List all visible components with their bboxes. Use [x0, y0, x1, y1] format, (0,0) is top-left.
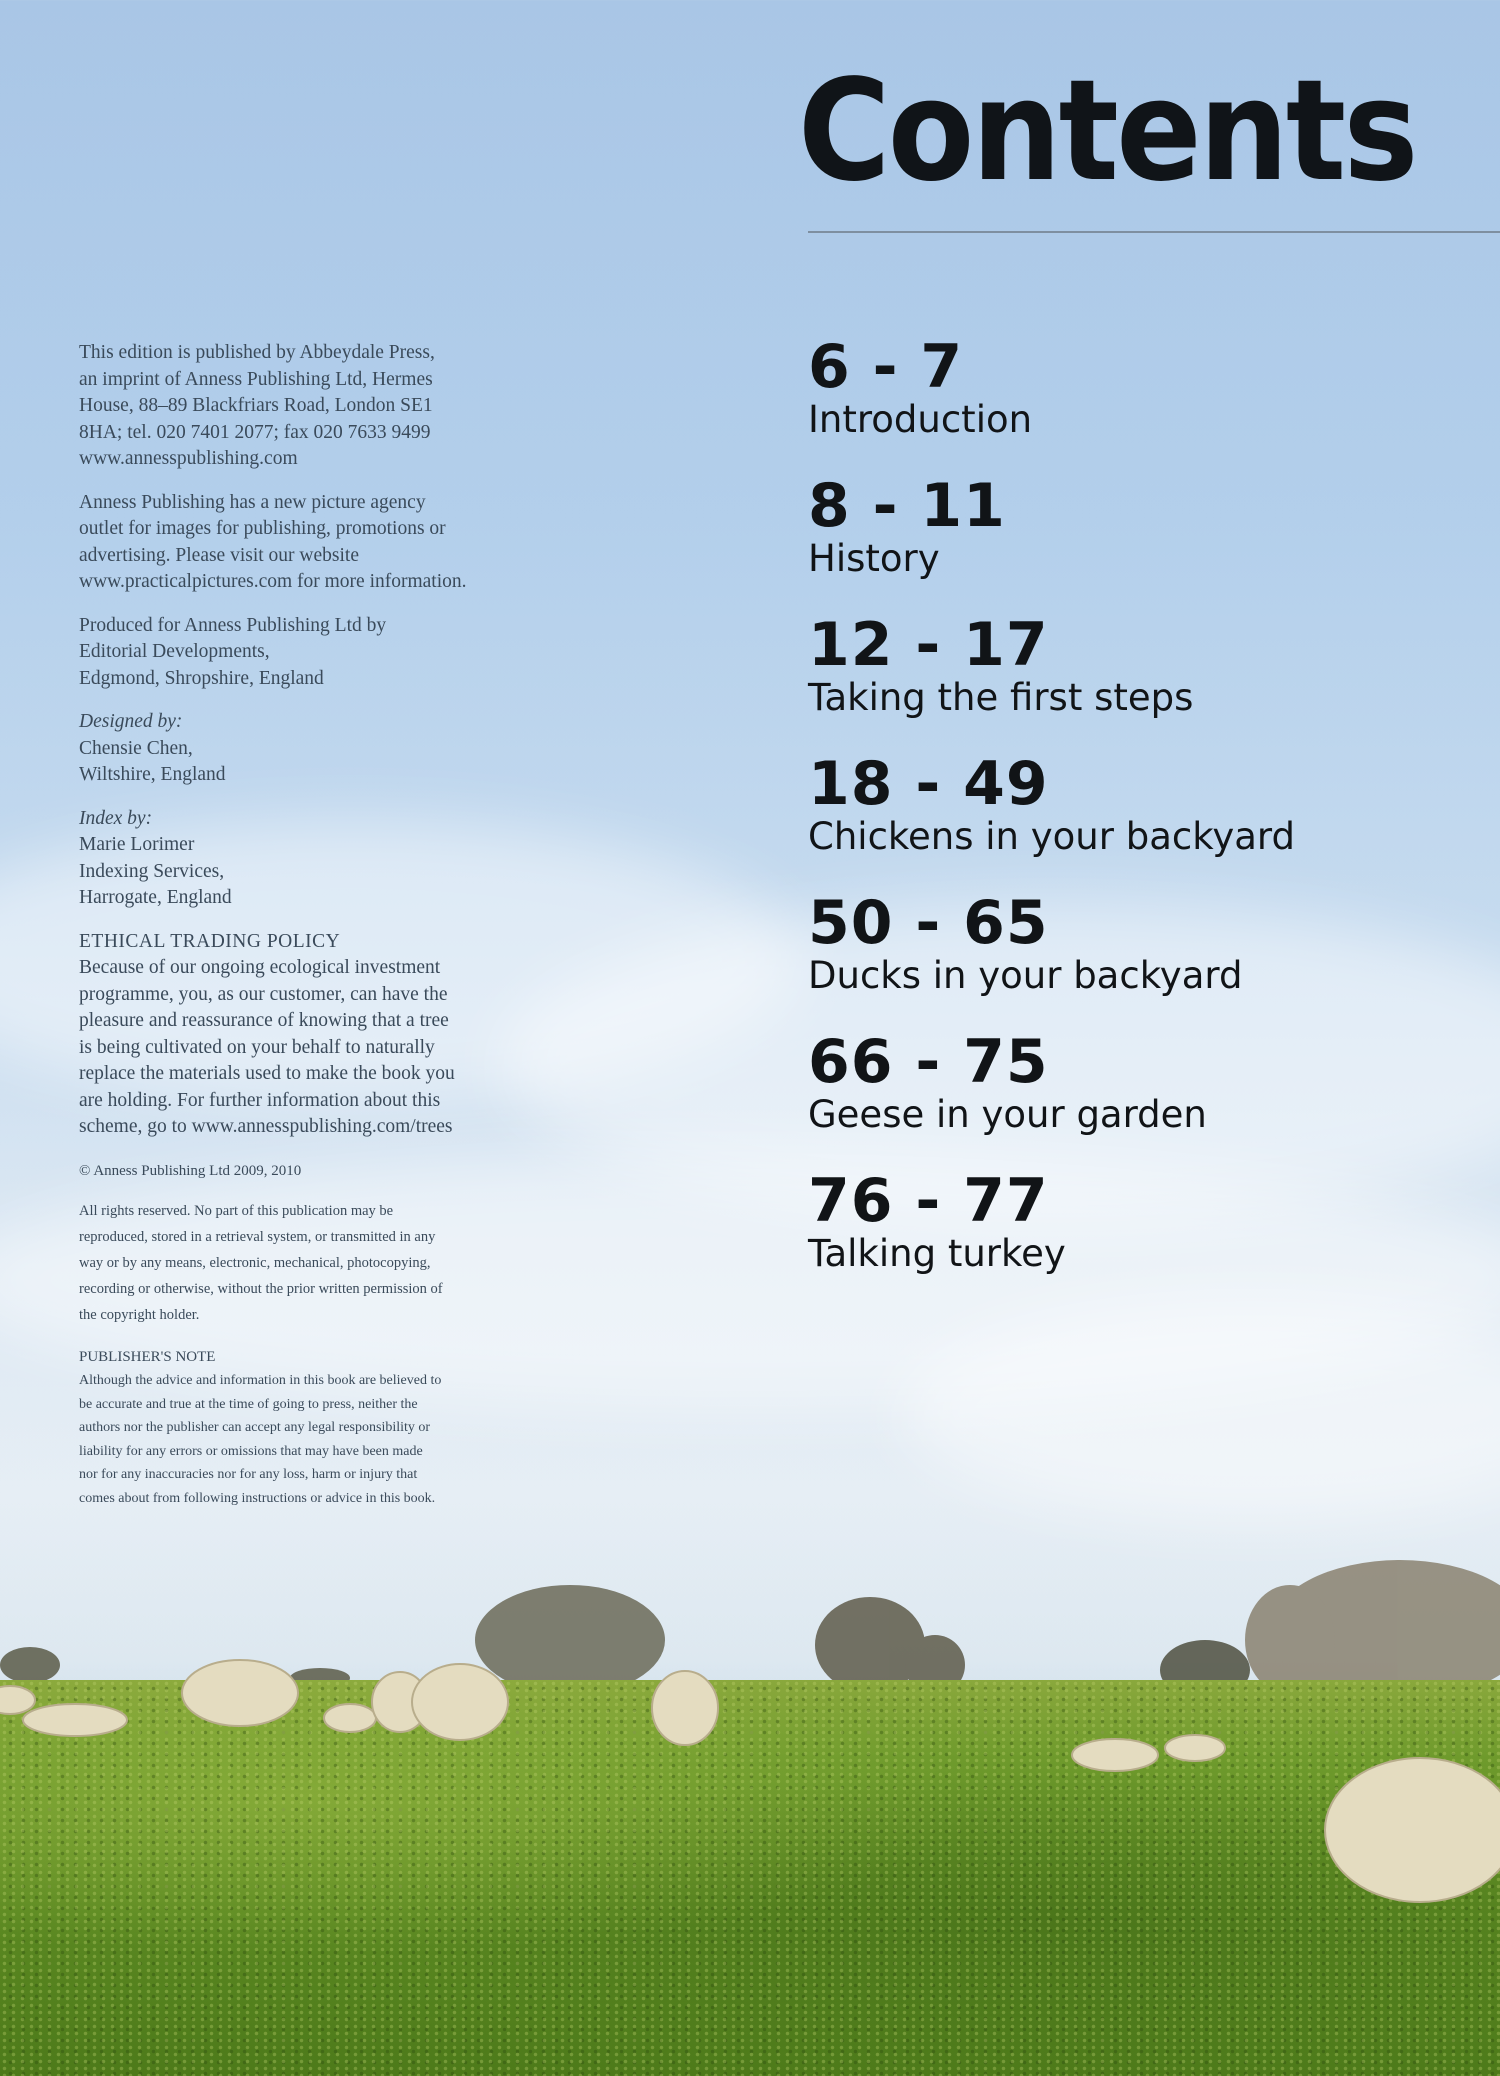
- agency-line: advertising. Please visit our website: [79, 544, 359, 566]
- produced-line: Produced for Anness Publishing Ltd by: [79, 614, 387, 636]
- copyright-notice: © Anness Publishing Ltd 2009, 2010: [79, 1162, 302, 1179]
- toc-entry-geese[interactable]: [808, 1027, 1498, 1169]
- toc-page-range: 50 - 65: [808, 888, 1049, 958]
- toc-page-range: 66 - 75: [808, 1027, 1049, 1097]
- toc-page-range: 18 - 49: [808, 749, 1049, 819]
- toc-page-range: 12 - 17: [808, 610, 1049, 680]
- publisher-line: an imprint of Anness Publishing Ltd, Hermes: [79, 368, 433, 390]
- publisher-line: House, 88–89 Blackfriars Road, London SE1: [79, 395, 433, 416]
- designed-by: [79, 709, 559, 789]
- ethical-line: replace the materials used to make the book you: [79, 1063, 455, 1084]
- index-line: Marie Lorimer: [79, 834, 195, 855]
- note-line: authors nor the publisher can accept any legal responsibility or: [79, 1420, 431, 1435]
- picture-agency-info: [79, 490, 559, 596]
- rights-line: way or by any means, electronic, mechanical, photocopying,: [79, 1255, 431, 1271]
- toc-page-range: 8 - 11: [808, 471, 1006, 541]
- rights-line: reproduced, stored in a retrieval system, or transmitted in any: [79, 1229, 436, 1245]
- note-line: be accurate and true at the time of going to press, neither the: [79, 1396, 418, 1412]
- agency-line: outlet for images for publishing, promotions or: [79, 518, 446, 539]
- publisher-url: www.annesspublishing.com: [79, 448, 298, 469]
- toc-entry-history[interactable]: [808, 471, 1498, 613]
- index-line: Harrogate, England: [79, 887, 232, 908]
- note-line: nor for any inaccuracies nor for any loss, harm or injury that: [79, 1467, 418, 1482]
- ethical-heading: ETHICAL TRADING POLICY: [79, 930, 341, 952]
- toc-chapter-title: Geese in your garden: [808, 1093, 1207, 1136]
- page-title: Contents: [798, 50, 1416, 213]
- index-line: Indexing Services,: [79, 860, 225, 882]
- toc-chapter-title: Taking the first steps: [808, 676, 1194, 719]
- note-line: comes about from following instructions or advice in this book.: [79, 1490, 436, 1506]
- toc-entry-introduction[interactable]: [808, 332, 1498, 474]
- agency-line: Anness Publishing has a new picture agency: [79, 491, 426, 513]
- ethical-line: programme, you, as our customer, can have the: [79, 983, 448, 1005]
- rights-notice: [79, 1198, 559, 1328]
- designed-heading: Designed by:: [79, 711, 183, 732]
- toc-entry-ducks[interactable]: [808, 888, 1498, 1030]
- ethical-line: are holding. For further information about this: [79, 1089, 441, 1111]
- agency-line: www.practicalpictures.com for more information.: [79, 571, 467, 592]
- toc-chapter-title: History: [808, 537, 940, 580]
- publisher-info: [79, 340, 559, 473]
- imprint-column: [79, 340, 559, 1527]
- sheep-flock: [0, 1640, 1500, 1920]
- publishers-note: [79, 1345, 559, 1510]
- ethical-line: is being cultivated on your behalf to naturally: [79, 1036, 435, 1058]
- toc-chapter-title: Introduction: [808, 398, 1033, 441]
- index-by: [79, 806, 559, 912]
- title-divider: [808, 231, 1500, 233]
- toc-chapter-title: Talking turkey: [808, 1232, 1066, 1275]
- toc-chapter-title: Ducks in your backyard: [808, 954, 1243, 997]
- toc-entry-chickens[interactable]: [808, 749, 1498, 891]
- rights-line: All rights reserved. No part of this publication may be: [79, 1203, 394, 1219]
- designed-line: Chensie Chen,: [79, 737, 193, 759]
- produced-line: Editorial Developments,: [79, 641, 270, 662]
- designed-line: Wiltshire, England: [79, 764, 226, 785]
- toc-page-range: 76 - 77: [808, 1166, 1049, 1236]
- publisher-line: 8HA; tel. 020 7401 2077; fax 020 7633 9499: [79, 421, 431, 443]
- ethical-line: pleasure and reassurance of knowing that a tree: [79, 1010, 449, 1031]
- ethical-line: scheme, go to www.annesspublishing.com/trees: [79, 1116, 453, 1137]
- note-line: Although the advice and information in this book are believed to: [79, 1373, 442, 1388]
- note-line: liability for any errors or omissions that may have been made: [79, 1443, 423, 1459]
- note-heading: PUBLISHER'S NOTE: [79, 1349, 216, 1365]
- produced-line: Edgmond, Shropshire, England: [79, 667, 324, 689]
- index-heading: Index by:: [79, 807, 153, 829]
- toc-entry-first-steps[interactable]: [808, 610, 1498, 752]
- rights-line: the copyright holder.: [79, 1307, 200, 1323]
- toc-chapter-title: Chickens in your backyard: [808, 815, 1295, 858]
- ethical-trading-policy: [79, 929, 559, 1141]
- produced-by: [79, 613, 559, 693]
- publisher-line: This edition is published by Abbeydale Press,: [79, 342, 435, 363]
- table-of-contents: [808, 332, 1498, 1308]
- rights-line: recording or otherwise, without the prior written permission of: [79, 1281, 443, 1297]
- ethical-line: Because of our ongoing ecological investment: [79, 957, 441, 978]
- toc-entry-turkey[interactable]: [808, 1166, 1498, 1308]
- toc-page-range: 6 - 7: [808, 332, 964, 402]
